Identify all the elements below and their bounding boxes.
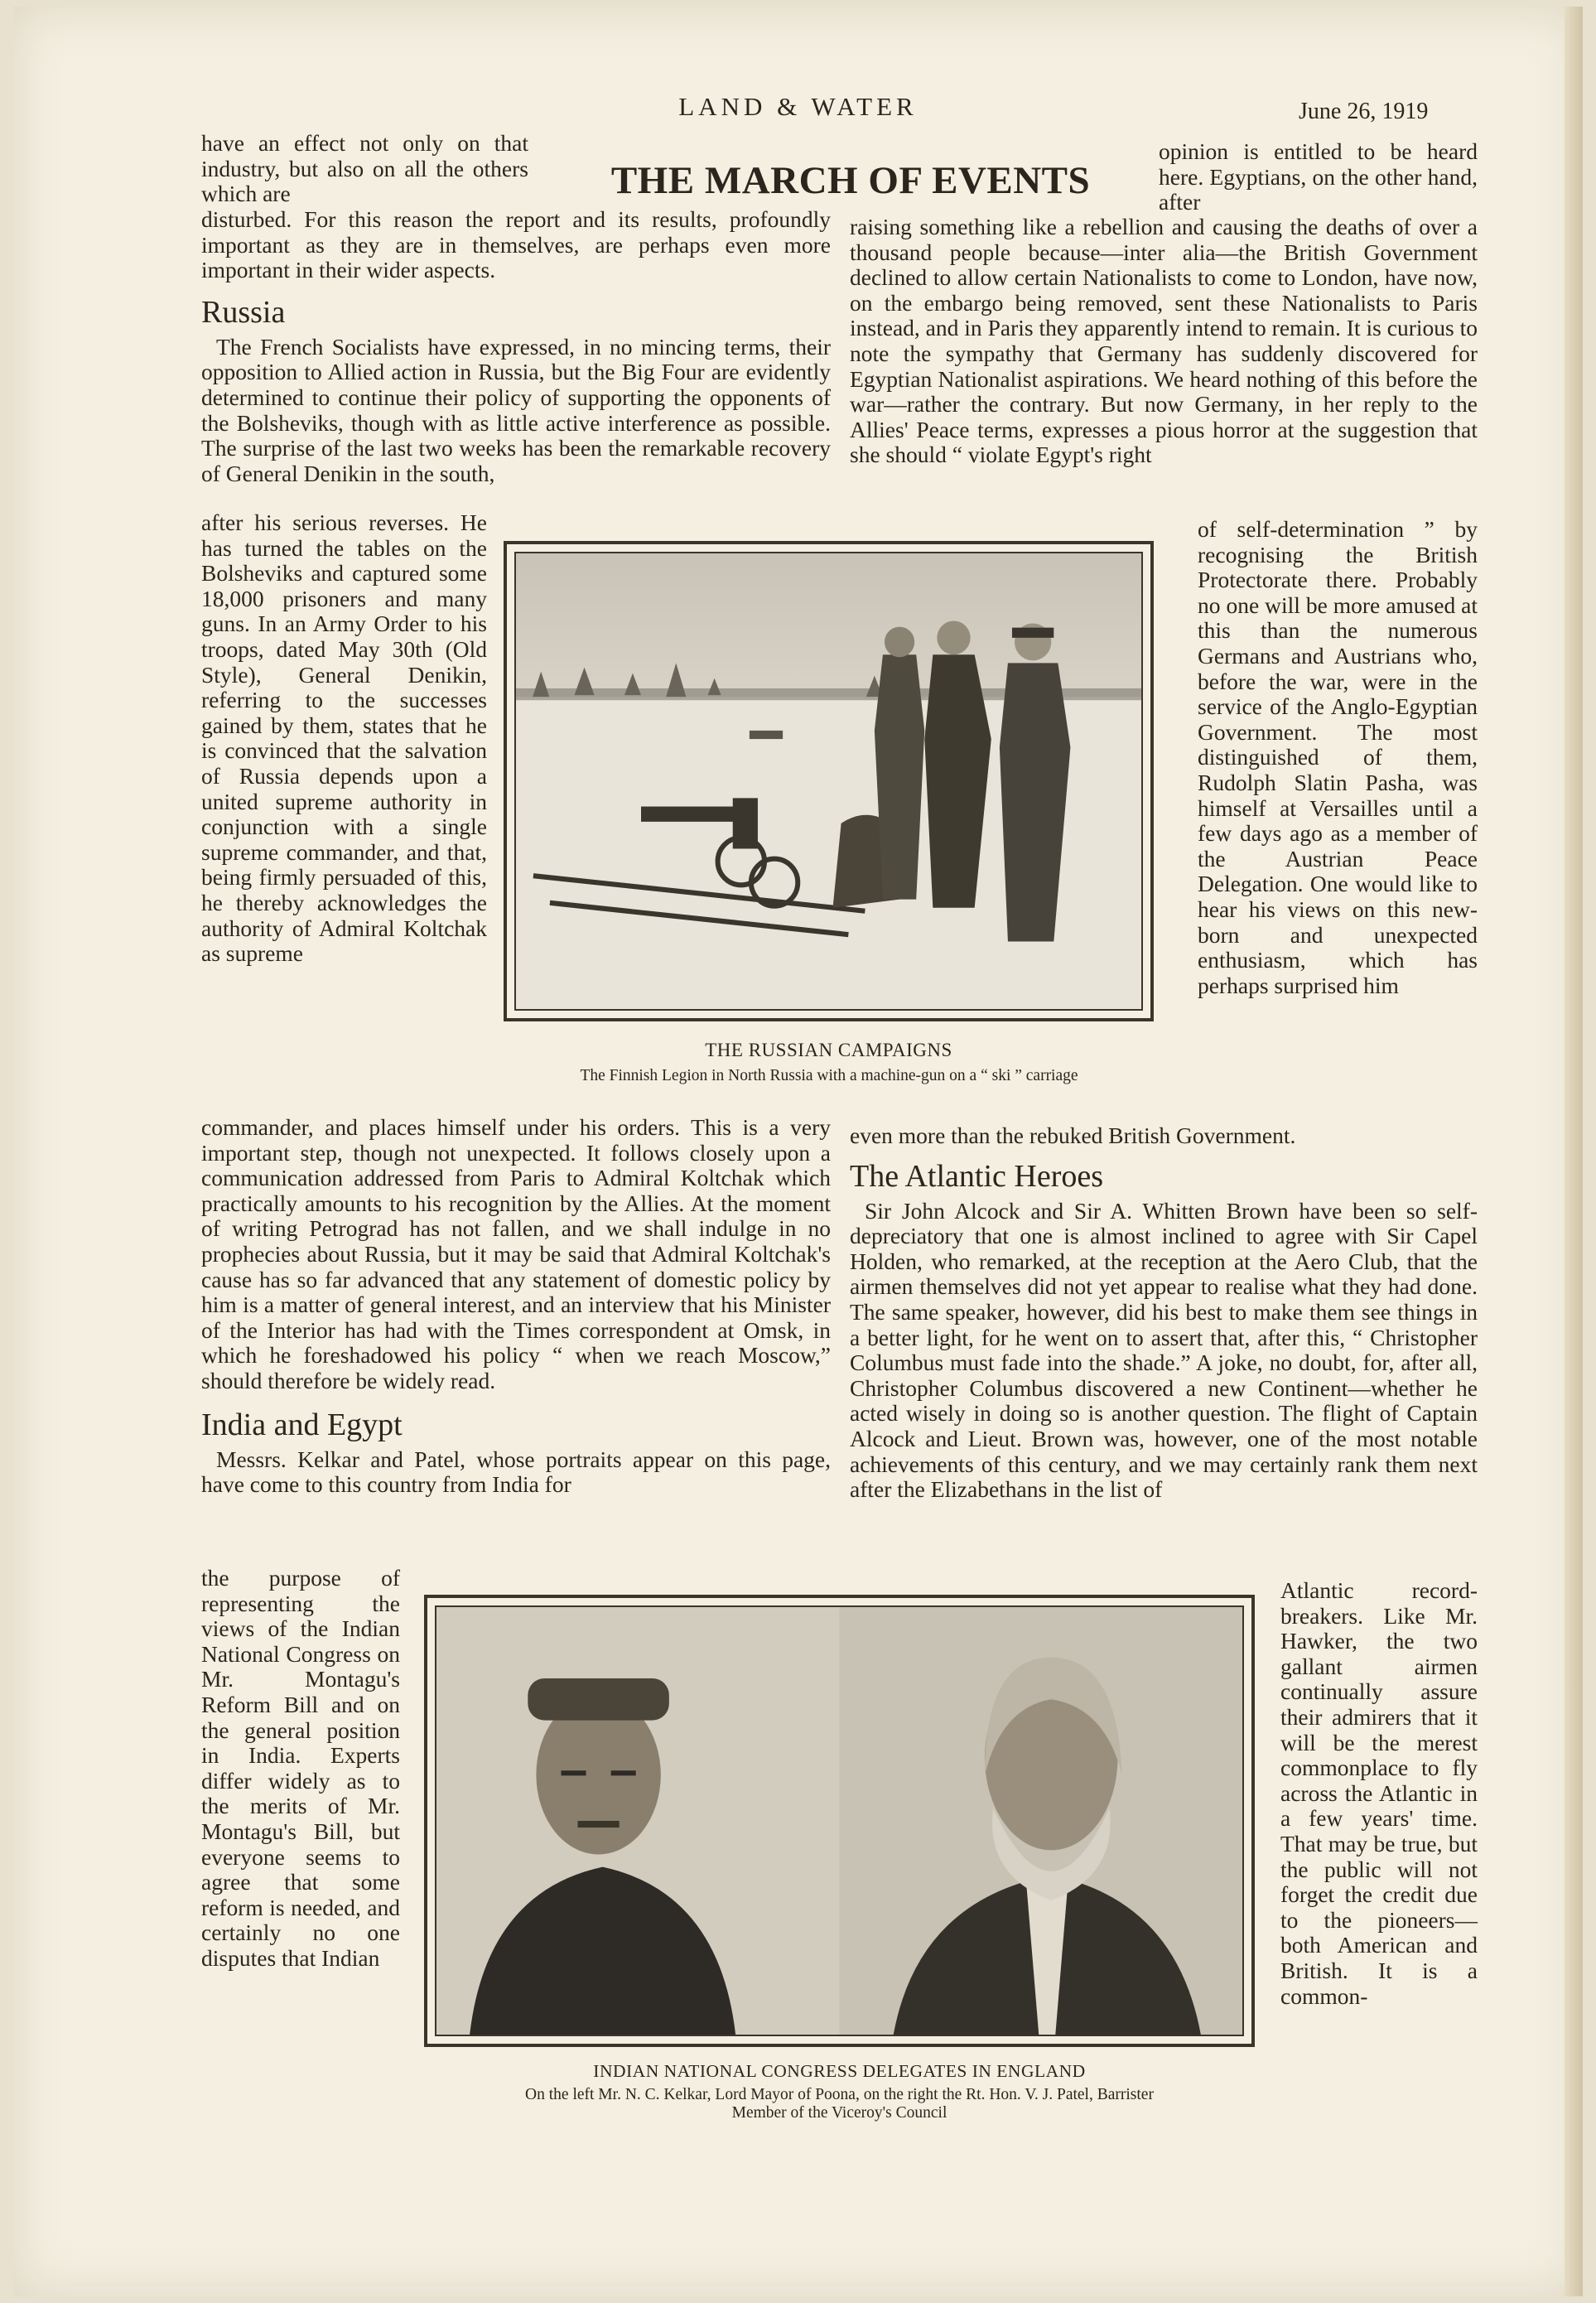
right-atlantic-narrow: Atlantic record-breakers. Like Mr. Hawker, the two gallant airmen continually assure their admirers that it will be the merest commonplace to fly across the Atlantic in a few years' time. That may be true, but the public will not forget the credit due to the pioneers—both American and British. It is a common-: [1280, 1577, 1478, 2009]
section-heading-russia: Russia: [201, 294, 286, 330]
russian-photo-caption: The Finnish Legion in North Russia with a machine-gun on a “ ski ” carriage: [580, 1067, 1078, 1084]
page-edge: [1565, 7, 1583, 2296]
photo-image: [436, 1607, 1242, 2035]
left-russia-narrow: after his serious reverses. He has turned the tables on the Bolsheviks and captured some 18,000 prisoners and many guns. In an Army Order to his troops, dated May 30th (Old Style), General Denikin, referring to the successes gained by them, states that he is convinced that the salvation of Russia depends upon a united supreme authority in conjunction with a single supreme commander, and that, being firmly persuaded of this, he thereby acknowledges the authority of Admiral Koltchak as supreme: [201, 509, 487, 967]
section-heading-atlantic: The Atlantic Heroes: [850, 1158, 1104, 1194]
indian-photo-caption-line-1: On the left Mr. N. C. Kelkar, Lord Mayor of Poona, on the right the Rt. Hon. V. J. Patel, Barrister: [525, 2086, 1154, 2103]
paragraph: Messrs. Kelkar and Patel, whose portraits appear on this page, have come to this country from India for: [201, 1446, 831, 1498]
indian-delegates-photo: [424, 1595, 1255, 2047]
paragraph: raising something like a rebellion and causing the deaths of over a thousand people because—inter alia—the British Government declined to allow certain Nationalists to come to London, have now, on the embargo being removed, sent these Nationalists to Paris instead, and in Paris they apparently intend to remain. It is curious to note the sympathy that Germany has suddenly discovered for Egyptian Nationalist aspirations. We heard nothing of this before the war—rather the contrary. But now Germany, in her reply to the Allies' Peace terms, expresses a pious horror at the suggestion that she should “ violate Egypt's right: [850, 214, 1478, 468]
section-heading-india: India and Egypt: [201, 1407, 403, 1442]
photo-frame: [435, 1605, 1244, 2036]
right-egypt-narrow: of self-determination ” by recognising the British Protectorate there. Probably no one will be more amused at this than the numerous Germans and Austrians who, before the war, were in the service of the Anglo-Egyptian Government. The most distinguished of them, Rudolph Slatin Pasha, was himself at Versailles until a few days ago as a member of the Austrian Peace Delegation. One would like to hear his views on this new-born and unexpected enthusiasm, which has perhaps surprised him: [1198, 516, 1478, 998]
masthead: LAND & WATER: [678, 92, 918, 121]
left-column-middle: [201, 1115, 831, 1498]
right-column-top: [850, 215, 1478, 468]
issue-date: June 26, 1919: [1299, 99, 1429, 124]
russian-campaign-photo: [504, 541, 1154, 1021]
russian-photo-caption-title: THE RUSSIAN CAMPAIGNS: [705, 1040, 952, 1060]
photo-image: [516, 553, 1141, 1009]
paragraph: disturbed. For this reason the report and its results, profoundly important as they are in themselves, are perhaps even more important in their wider aspects.: [201, 206, 831, 283]
photo-frame: [514, 552, 1143, 1011]
paragraph: The French Socialists have expressed, in no mincing terms, their opposition to Allied action in Russia, but the Big Four are evidently determined to continue their policy of supporting the opponents of the Bolsheviks, though with as little active interference as possible. The surprise of the last two weeks has been the remarkable recovery of General Denikin in the south,: [201, 333, 831, 486]
left-column-top: [201, 207, 831, 486]
right-top-narrow: opinion is entitled to be heard here. Egyptians, on the other hand, after: [1159, 138, 1478, 215]
left-india-narrow: the purpose of representing the views of the Indian National Congress on Mr. Montagu's Reform Bill and on the general position in India. Experts differ widely as to the merits of Mr. Montagu's Bill, but everyone seems to agree that some reform is needed, and certainly no one disputes that Indian: [201, 1565, 400, 1971]
magazine-page: [13, 7, 1583, 2296]
left-top-narrow: have an effect not only on that industry, but also on all the others which are: [201, 130, 528, 207]
indian-photo-caption-line-2: Member of the Viceroy's Council: [731, 2104, 947, 2122]
paragraph: Sir John Alcock and Sir A. Whitten Brown have been so self-depreciatory that one is almost inclined to agree with Sir Capel Holden, who remarked, at the reception at the Aero Club, that the airmen themselves did not yet appear to realise what they had done. The same speaker, however, did his best to make them see things in a better light, for he went on to assert that, after this, “ Christopher Columbus must fade into the shade.” A joke, no doubt, for, after all, Christopher Columbus discovered a new Continent—whether he acted wisely in doing so is another question. The flight of Captain Alcock and Lieut. Brown was, however, one of the most notable achievements of this century, and we may certainly rank them next after the Elizabethans in the list of: [850, 1197, 1478, 1503]
indian-photo-caption-title: INDIAN NATIONAL CONGRESS DELEGATES IN ENGLAND: [593, 2061, 1086, 2081]
right-column-middle: [850, 1123, 1478, 1503]
page-headline: THE MARCH OF EVENTS: [610, 159, 1091, 202]
paragraph: even more than the rebuked British Government.: [850, 1123, 1296, 1148]
paragraph: commander, and places himself under his orders. This is a very important step, though not unexpected. It follows closely upon a communication addressed from Paris to Admiral Koltchak which practically amounts to his recognition by the Allies. At the moment of writing Petrograd has not fallen, and we shall indulge in no prophecies about Russia, but it may be said that Admiral Koltchak's cause has so far advanced that any statement of domestic policy by him is a matter of general interest, and an interview that his Minister of the Interior has had with the Times correspondent at Omsk, in which he foreshadowed his policy “ when we reach Moscow,” should therefore be widely read.: [201, 1114, 831, 1393]
